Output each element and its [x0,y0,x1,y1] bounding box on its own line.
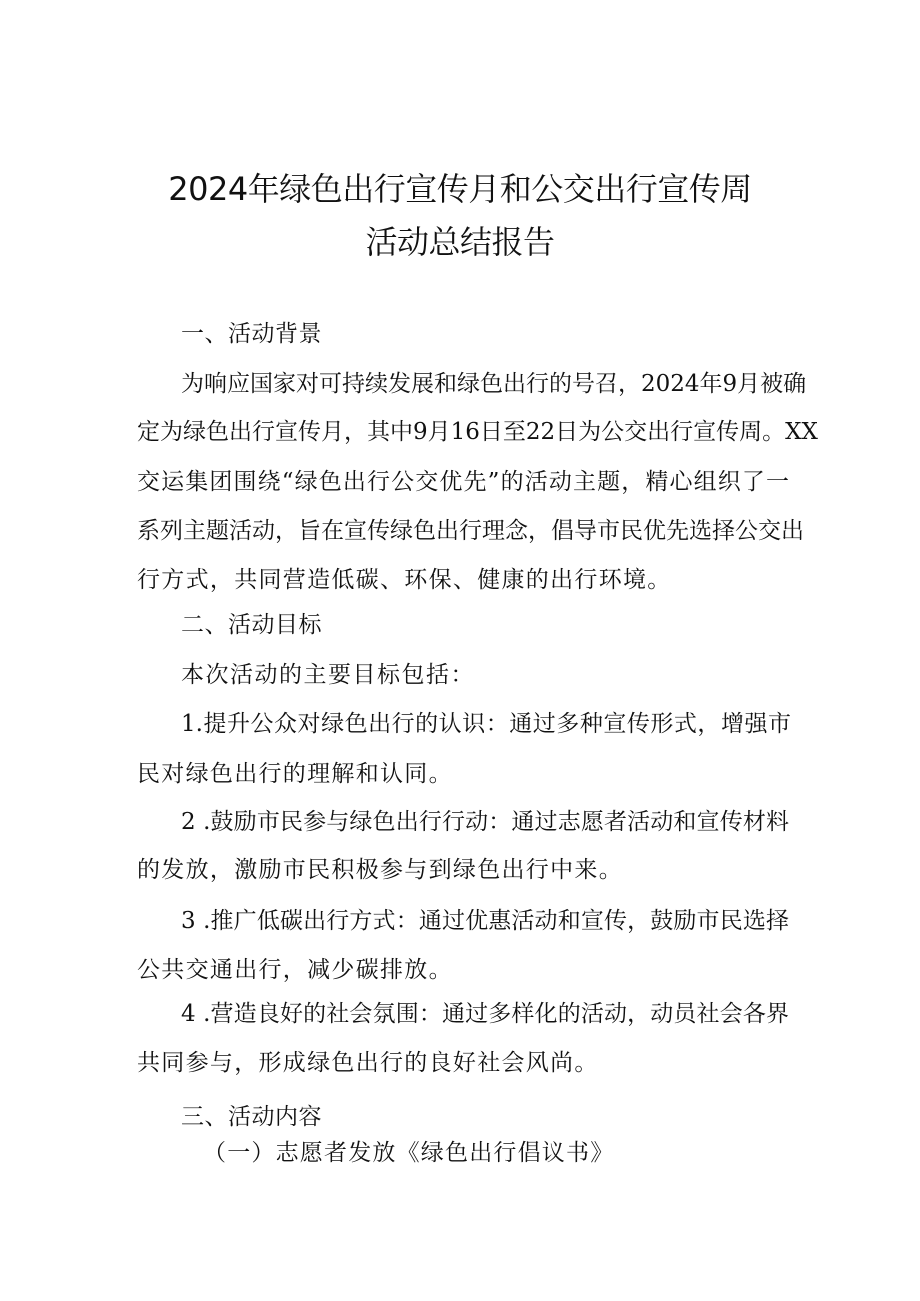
subsection-heading: （一）志愿者发放《绿色出行倡议书》 [203,1140,615,1166]
document-title-line2: 活动总结报告 [365,223,555,261]
section-heading-goals: 二、活动目标 [181,612,322,638]
section-heading-content: 三、活动内容 [181,1104,322,1130]
goal-item-line1: 2 .鼓励市民参与绿色出行行动：通过志愿者活动和宣传材料 [181,809,789,835]
goal-item-line2: 公共交通出行，减少碳排放。 [137,957,453,983]
paragraph-line: 行方式，共同营造低碳、环保、健康的出行环境。 [137,567,672,593]
goal-item-line1: 3 .推广低碳出行方式：通过优惠活动和宣传，鼓励市民选择 [181,908,789,934]
section-heading-background: 一、活动背景 [181,321,322,347]
paragraph-line: 交运集团围绕“绿色出行公交优先”的活动主题，精心组织了一 [137,469,789,495]
goal-item-line1: 4 .营造良好的社会氛围：通过多样化的活动，动员社会各界 [181,1001,789,1027]
paragraph-line: 定为绿色出行宣传月，其中9月16日至22日为公交出行宣传周。XX [137,419,818,445]
paragraph-line: 系列主题活动，旨在宣传绿色出行理念，倡导市民优先选择公交出 [137,518,804,544]
goal-item-line2: 的发放，激励市民积极参与到绿色出行中来。 [137,857,623,883]
goal-item-line1: 1.提升公众对绿色出行的认识：通过多种宣传形式，增强市 [181,711,791,737]
goal-item-line2: 民对绿色出行的理解和认同。 [137,761,453,787]
paragraph-line: 为响应国家对可持续发展和绿色出行的号召，2024年9月被确 [181,371,807,397]
document-title-line1: 2024年绿色出行宣传月和公交出行宣传周 [168,170,752,208]
goal-item-line2: 共同参与，形成绿色出行的良好社会风尚。 [137,1050,599,1076]
goals-intro: 本次活动的主要目标包括： [181,662,475,688]
